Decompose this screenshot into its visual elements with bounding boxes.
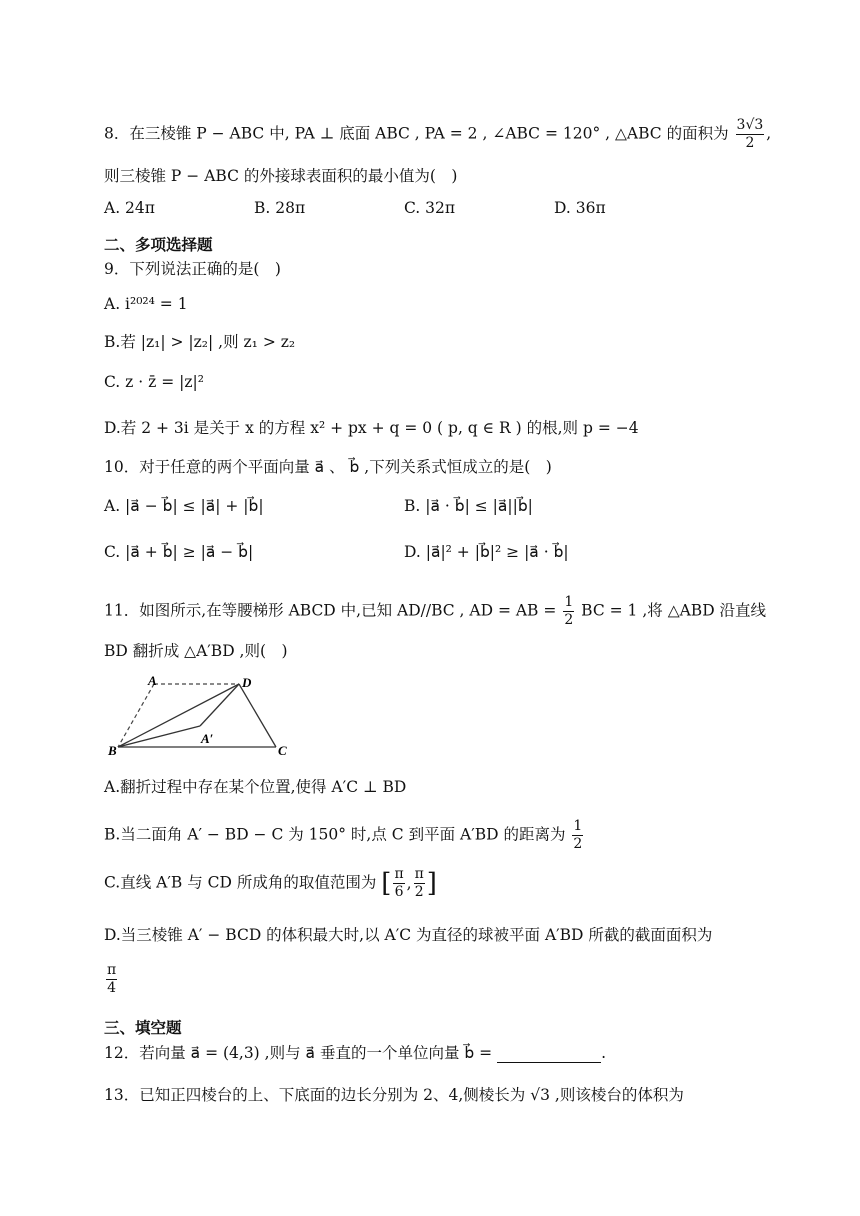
fraction-numerator: π (414, 866, 424, 882)
fraction-denominator: 2 (745, 135, 755, 151)
fraction-denominator: 6 (394, 884, 404, 900)
q10-stem: 10．对于任意的两个平面向量 a⃗ 、 b⃗ ,下列关系式恒成立的是( ) (104, 458, 552, 476)
q8-line2: 则三棱锥 P − ABC 的外接球表面积的最小值为( ) (104, 167, 458, 185)
q11-option-b-fraction (572, 818, 583, 853)
q11-line1 (104, 594, 766, 629)
q11-option-a: A.翻折过程中存在某个位置,使得 A′C ⊥ BD (104, 778, 407, 796)
q12-period: . (601, 1044, 606, 1062)
q11-option-c-fraction-2 (414, 866, 425, 901)
figure-label-c: C (278, 743, 287, 758)
q13-stem: 13．已知正四棱台的上、下底面的边长分别为 2、4,侧棱长为 √3 ,则该棱台的体积为 (104, 1086, 684, 1104)
q9-option-a: A. i²⁰²⁴ = 1 (104, 295, 188, 313)
fraction-numerator: 1 (573, 818, 583, 834)
q8-option-c: C. 32π (404, 199, 456, 217)
q8-stem-part1: 8．在三棱锥 P − ABC 中, PA ⊥ 底面 ABC , PA = 2 , ∠ABC = 120° , △ABC 的面积为 (104, 124, 729, 143)
section-heading-fill-in: 三、填空题 (104, 1019, 182, 1037)
trapezoid-figure (104, 674, 304, 760)
comma-separator: , (406, 874, 412, 893)
section-heading-multiple-choice: 二、多项选择题 (104, 236, 213, 254)
q8-option-a: A. 24π (104, 199, 155, 217)
q11-stem-part1: 11．如图所示,在等腰梯形 ABCD 中,已知 AD//BC , AD = AB = (104, 601, 557, 620)
q12-answer-blank[interactable] (497, 1046, 601, 1063)
figure-edge-cd (239, 684, 276, 747)
figure-edge-ab-folded (118, 726, 200, 747)
q11-line2: BD 翻折成 △A′BD ,则( ) (104, 642, 288, 660)
fraction-numerator: 3√3 (736, 117, 764, 133)
q10-option-b: B. |a⃗ · b⃗| ≤ |a⃗||b⃗| (404, 497, 533, 515)
q9-option-d: D.若 2 + 3i 是关于 x 的方程 x² + px + q = 0 ( p, q ∈ R ) 的根,则 p = −4 (104, 419, 639, 437)
fraction-numerator: π (394, 866, 404, 882)
fraction-denominator: 2 (573, 836, 583, 852)
q10-option-c: C. |a⃗ + b⃗| ≥ |a⃗ − b⃗| (104, 543, 254, 561)
figure-label-d: D (242, 675, 252, 690)
q11-option-c-fraction-1 (393, 866, 404, 901)
figure-label-b: B (108, 743, 117, 758)
q8-option-d: D. 36π (554, 199, 606, 217)
q12-line (104, 1043, 606, 1063)
q11-option-b (104, 818, 585, 853)
q11-option-d-line2 (104, 962, 119, 997)
q11-option-c-text: C.直线 A′B 与 CD 所成角的取值范围为 (104, 873, 377, 892)
q11-half-fraction (563, 594, 574, 629)
q11-stem-part2: BC = 1 ,将 △ABD 沿直线 (581, 601, 767, 620)
q9-option-c: C. z · z̄ = |z|² (104, 373, 204, 391)
q8-option-b: B. 28π (254, 199, 306, 217)
q8-stem-comma: , (766, 124, 772, 143)
q11-option-b-text: B.当二面角 A′ − BD − C 为 150° 时,点 C 到平面 A′BD 的距离为 (104, 825, 566, 844)
figure-edge-ad-folded (200, 684, 239, 726)
fraction-denominator: 2 (414, 884, 424, 900)
figure-label-a-prime: A′ (201, 731, 214, 746)
q10-option-d: D. |a⃗|² + |b⃗|² ≥ |a⃗ · b⃗| (404, 543, 569, 561)
q12-stem: 12．若向量 a⃗ = (4,3) ,则与 a⃗ 垂直的一个单位向量 b⃗ = (104, 1044, 493, 1062)
right-bracket: ] (426, 868, 437, 899)
figure-label-a: A (148, 674, 157, 688)
fraction-numerator: 1 (564, 594, 574, 610)
q8-area-fraction (736, 117, 765, 152)
q10-option-a: A. |a⃗ − b⃗| ≤ |a⃗| + |b⃗| (104, 497, 264, 515)
q9-stem: 9．下列说法正确的是( ) (104, 260, 281, 278)
q8-line1 (104, 117, 771, 152)
q11-option-d-line1: D.当三棱锥 A′ − BCD 的体积最大时,以 A′C 为直径的球被平面 A′BD 所截的截面面积为 (104, 926, 713, 944)
left-bracket: [ (381, 868, 392, 899)
q11-option-d-fraction (106, 962, 117, 997)
q9-option-b: B.若 |z₁| > |z₂| ,则 z₁ > z₂ (104, 333, 296, 351)
fraction-denominator: 4 (107, 980, 117, 996)
fraction-denominator: 2 (564, 612, 574, 628)
q11-option-c (104, 866, 437, 901)
fraction-numerator: π (107, 962, 117, 978)
